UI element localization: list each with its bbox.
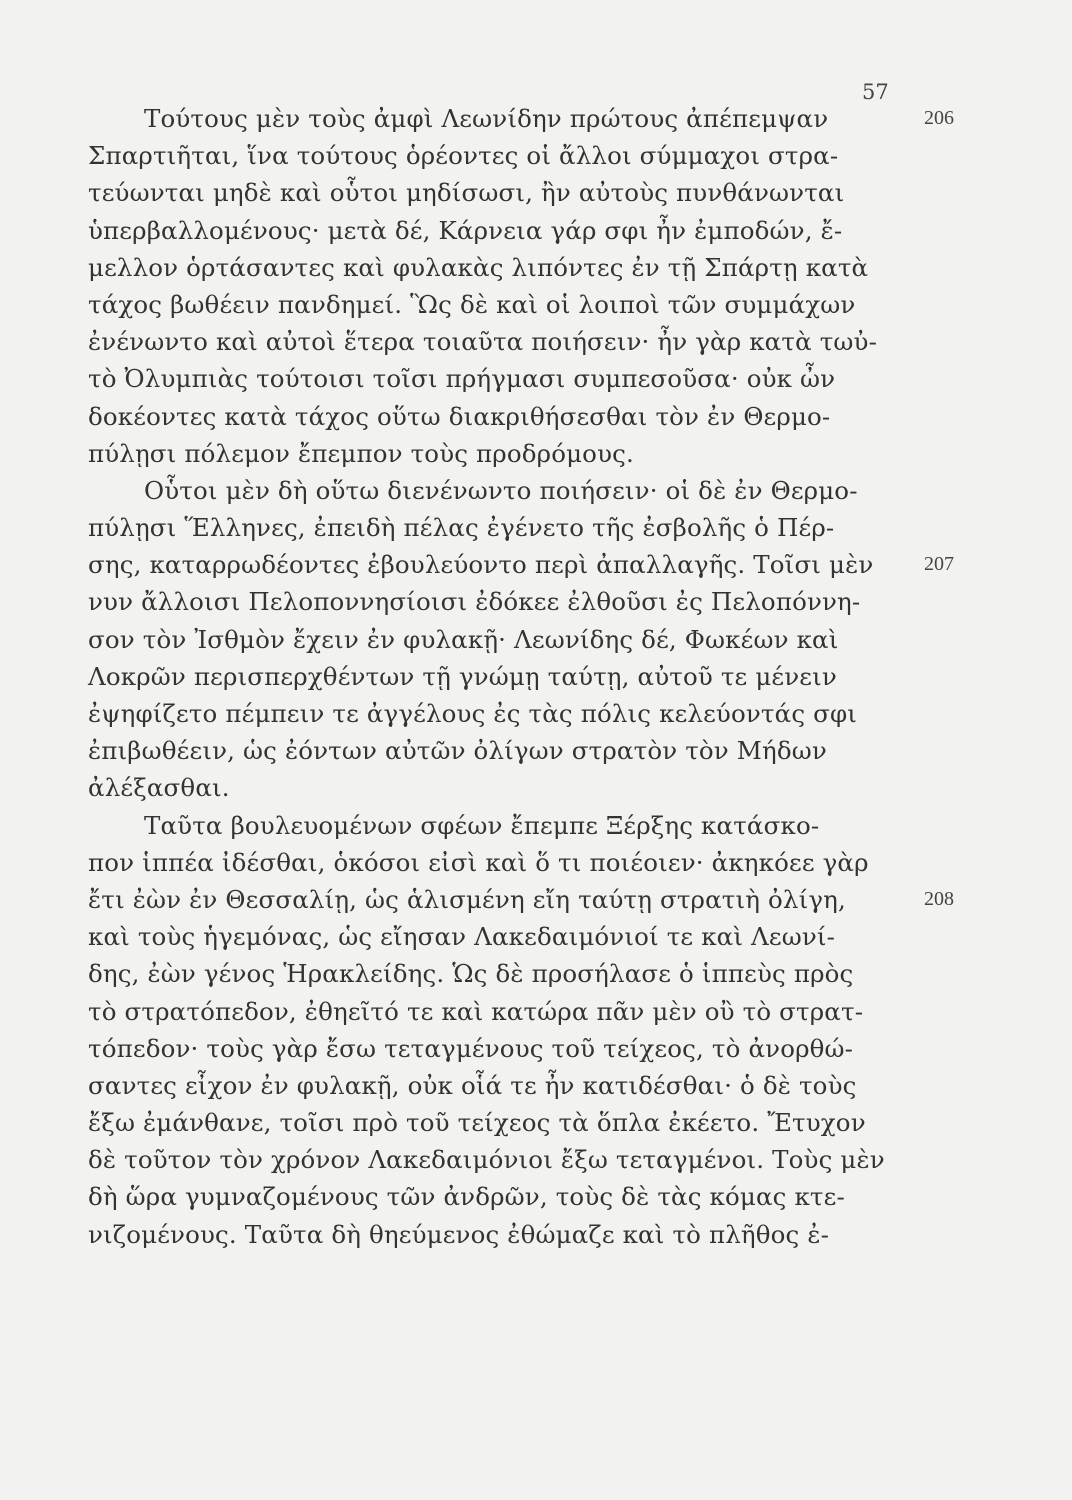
- body-text: [88, 100, 918, 1253]
- text-line: πύλῃσι πόλεμον ἔπεμπον τοὺς προδρόμους.: [88, 438, 634, 468]
- text-line: πύλῃσι Ἕλληνες, ἐπειδὴ πέλας ἐγένετο τῆς ἐσβολῆς ὁ Πέρ-: [88, 513, 835, 543]
- text-line: νιζομένους. Ταῦτα δὴ θηεύμενος ἐθώμαζε καὶ τὸ πλῆθος ἐ-: [88, 1219, 830, 1249]
- text-line: ἔξω ἐμάνθανε, τοῖσι πρὸ τοῦ τείχεος τὰ ὅπλα ἐκέετο. Ἔτυχον: [88, 1108, 866, 1138]
- text-line: τὸ Ὀλυμπιὰς τούτοισι τοῖσι πρήγμασι συμπεσοῦσα· οὐκ ὦν: [88, 364, 836, 394]
- text-line: Τούτους μὲν τοὺς ἀμφὶ Λεωνίδην πρώτους ἀπέπεμψαν: [144, 104, 829, 133]
- page-number: 57: [862, 80, 889, 104]
- text-line: Σπαρτιῆται, ἵνα τούτους ὁρέοντες οἱ ἄλλοι σύμμαχοι στρα-: [88, 141, 839, 171]
- text-line: τεύωνται μηδὲ καὶ οὗτοι μηδίσωσι, ἢν αὐτοὺς πυνθάνωνται: [88, 178, 845, 208]
- text-line: ἐπιβωθέειν, ὡς ἐόντων αὐτῶν ὀλίγων στρατὸν τὸν Μήδων: [88, 736, 827, 766]
- text-line: σον τὸν Ἰσθμὸν ἔχειν ἐν φυλακῇ· Λεωνίδης δέ, Φωκέων καὶ: [88, 624, 839, 654]
- text-line: καὶ τοὺς ἡγεμόνας, ὡς εἴησαν Λακεδαιμόνιοί τε καὶ Λεωνί-: [88, 922, 836, 952]
- margin-section-number: 207: [924, 553, 954, 576]
- text-line: μελλον ὁρτάσαντες καὶ φυλακὰς λιπόντες ἐν τῇ Σπάρτῃ κατὰ: [88, 252, 869, 282]
- text-line: ἐψηφίζετο πέμπειν τε ἀγγέλους ἐς τὰς πόλις κελεύοντάς σφι: [88, 699, 858, 728]
- text-line: ὑπερβαλλομένους· μετὰ δέ, Κάρνεια γάρ σφι ἦν ἐμποδών, ἔ-: [88, 215, 843, 245]
- text-line: δης, ἐὼν γένος Ἡρακλείδης. Ὡς δὲ προσήλασε ὁ ἱππεὺς πρὸς: [88, 959, 854, 989]
- margin-section-number: 206: [924, 107, 954, 129]
- text-line: τάχος βωθέειν πανδημεί. Ὣς δὲ καὶ οἱ λοιποὶ τῶν συμμάχων: [88, 289, 856, 319]
- text-line: τόπεδον· τοὺς γὰρ ἔσω τεταγμένους τοῦ τείχεος, τὸ ἀνορθώ-: [88, 1033, 854, 1063]
- margin-section-number: 208: [924, 888, 954, 911]
- text-line: δὲ τοῦτον τὸν χρόνον Λακεδαιμόνιοι ἔξω τεταγμένοι. Τοὺς μὲν: [88, 1145, 885, 1175]
- text-line: δοκέοντες κατὰ τάχος οὕτω διακριθήσεσθαι τὸν ἐν Θερμο-: [88, 401, 831, 431]
- text-line: ἔτι ἐὼν ἐν Θεσσαλίῃ, ὡς ἁλισμένη εἴη ταύτῃ στρατιὴ ὀλίγη,: [88, 884, 846, 914]
- text-line: Οὗτοι μὲν δὴ οὕτω διενένωντο ποιήσειν· οἱ δὲ ἐν Θερμο-: [144, 475, 858, 505]
- text-line: σης, καταρρωδέοντες ἐβουλεύοντο περὶ ἀπαλλαγῆς. Τοῖσι μὲν: [88, 550, 874, 580]
- text-line: σαντες εἶχον ἐν φυλακῇ, οὐκ οἷά τε ἦν κατιδέσθαι· ὁ δὲ τοὺς: [88, 1070, 857, 1100]
- text-line: ἐνένωντο καὶ αὐτοὶ ἕτερα τοιαῦτα ποιήσειν· ἦν γὰρ κατὰ τωὐ-: [88, 327, 878, 357]
- text-line: Λοκρῶν περισπερχθέντων τῇ γνώμῃ ταύτῃ, αὐτοῦ τε μένειν: [88, 661, 837, 691]
- text-line: Ταῦτα βουλευομένων σφέων ἔπεμπε Ξέρξης κατάσκο-: [144, 810, 820, 840]
- text-line: πον ἱππέα ἰδέσθαι, ὁκόσοι εἰσὶ καὶ ὅ τι ποιέοιεν· ἀκηκόεε γὰρ: [88, 847, 869, 877]
- text-line: ἀλέξασθαι.: [88, 773, 230, 803]
- text-line: δὴ ὥρα γυμναζομένους τῶν ἀνδρῶν, τοὺς δὲ τὰς κόμας κτε-: [88, 1182, 845, 1212]
- text-line: νυν ἄλλοισι Πελοποννησίοισι ἐδόκεε ἐλθοῦσι ἐς Πελοπόννη-: [88, 587, 861, 617]
- text-line: τὸ στρατόπεδον, ἐθηεῖτό τε καὶ κατώρα πᾶν μὲν οὒ τὸ στρατ-: [88, 996, 864, 1026]
